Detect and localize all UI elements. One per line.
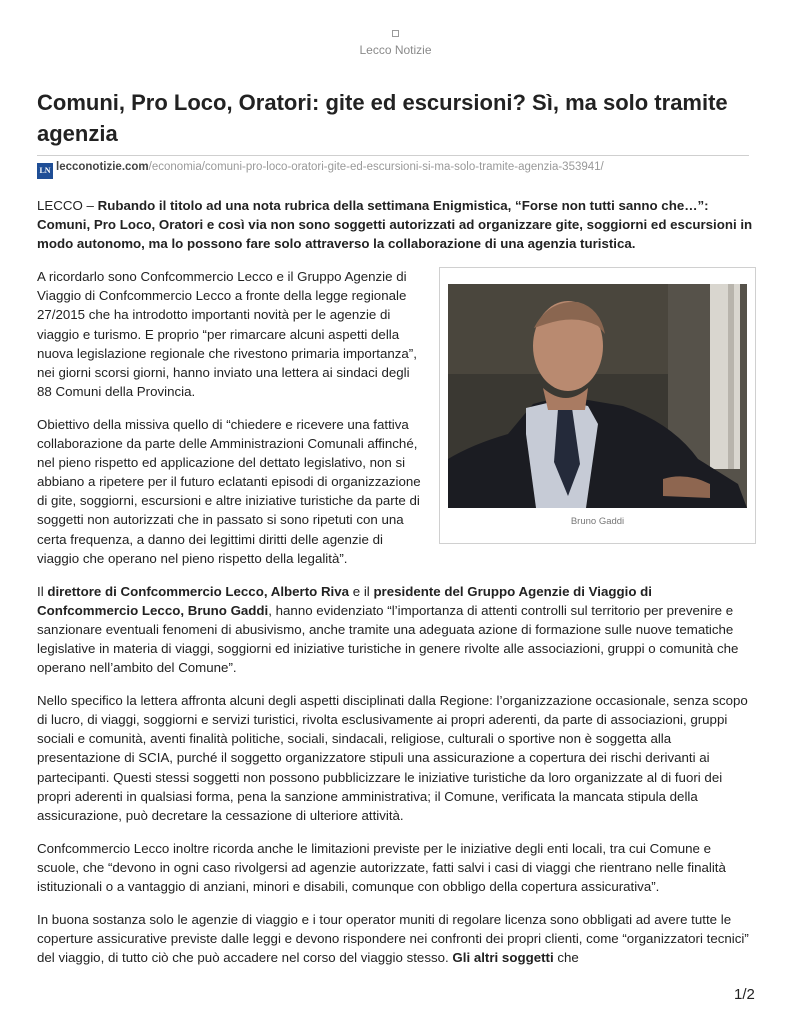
p6-text-a: In buona sostanza solo le agenzie di viaggio e i tour operator muniti di regolare licenza sono obbligati ad avere tutte le coperture assicurative previste dalle leggi e devono rispondere nei confronti dei propri clienti, come “organizzatori tecnici” del viaggio, di tutto ciò che può accadere nel corso del viaggio stesso. xyxy=(37,912,749,966)
page-number: 1/2 xyxy=(734,986,755,1003)
p3-text-c: e il xyxy=(349,583,374,599)
broken-image-icon xyxy=(392,30,399,37)
lead-bold-text: Rubando il titolo ad una nota rubrica della settimana Enigmistica, “Forse non tutti sanno che…”: Comuni, Pro Loco, Oratori e così via non sono soggetti autorizzati ad organizzare gite, soggiorni ed escursioni in modo autonomo, ma lo possono fare solo attraverso la collaborazione di una agenzia turistica. xyxy=(37,198,753,252)
lead-prefix: LECCO – xyxy=(37,198,98,213)
p3-text-a: Il xyxy=(37,583,48,599)
lecconotizie-logo-icon: LN xyxy=(37,163,53,179)
figure xyxy=(439,267,756,544)
page-header xyxy=(0,30,791,57)
bruno-gaddi-photo xyxy=(448,284,747,508)
source-path: /economia/comuni-pro-loco-oratori-gite-ed-escursioni-si-ma-solo-tramite-agenzia-353941/ xyxy=(148,161,604,173)
title-divider xyxy=(37,155,749,156)
paragraph-4: Nello specifico la lettera affronta alcuni degli aspetti disciplinati dalla Regione: l’organizzazione occasionale, senza scopo di lucro, di viaggi, soggiorni e servizi turistici, rivolta esclusivamente ai propri aderenti, da parte di associazioni, gruppi sociali e comunità, aventi finalità politiche, sociali, sindacali, religiose, culturali o sportive non è soggetta alla presentazione di SCIA, purché il soggetto organizzatore stipuli una assicurazione a copertura dei rischi derivanti ai partecipanti. Questi stessi soggetti non possono pubblicizzare le iniziative turistiche da loro organizzate al di fuori dei propri aderenti in qualsiasi forma, pena la sanzione amministrativa; il Comune, verificata la mancata stipula della assicurazione, può decretare la cessazione di ulteriore attività. xyxy=(37,693,748,823)
paragraph-5: Confcommercio Lecco inoltre ricorda anche le limitazioni previste per le iniziative degli enti locali, tra cui Comune e scuole, che “devono in ogni caso rivolgersi ad agenzie autorizzate, fatti salvi i casi di viaggi che rientrano nelle finalità istituzionali o a vantaggio di anziani, minori e disabili, comunque con obbligo della copertura assicurativa”. xyxy=(37,840,726,894)
paragraph-3 xyxy=(37,582,756,677)
p3-bold-riva: direttore di Confcommercio Lecco, Alberto Riva xyxy=(47,583,350,599)
site-name: Lecco Notizie xyxy=(359,43,432,57)
source-domain: lecconotizie.com xyxy=(56,161,149,173)
paragraph-2: Obiettivo della missiva quello di “chiedere e ricevere una fattiva collaborazione da parte delle Amministrazioni Comunali affinché, nel pieno rispetto ed applicazione del dettato legislativo, non si abbiano a ripetere per il futuro eclatanti episodi di organizzazione di gite, soggiorni, escursioni e altre iniziative turistiche da parte di soggetti non autorizzati che in passato si sono ripetuti con una certa frequenza, a danno dei legittimi diritti delle agenzie di viaggio che operano nel pieno rispetto della legalità”. xyxy=(37,416,421,566)
source-link[interactable] xyxy=(37,161,604,179)
p6-text-c: che xyxy=(553,950,579,966)
figure-caption: Bruno Gaddi xyxy=(570,516,625,528)
paragraph-6 xyxy=(37,910,756,967)
article-title: Comuni, Pro Loco, Oratori: gite ed escursioni? Sì, ma solo tramite agenzia xyxy=(37,90,728,146)
lead-paragraph xyxy=(37,196,756,253)
p3-bold-gaddi: presidente del Gruppo Agenzie di Viaggio di Confcommercio Lecco, Bruno Gaddi xyxy=(37,583,652,618)
p3-text-e: , hanno evidenziato “l’importanza di attenti controlli sul territorio per prevenire e sanzionare eventuali fenomeni di abusivismo, anche tramite una adeguata azione di formazione sulle nuove tematiche legislative in materia di viaggi, soggiorni ed iniziative turistiche in genere rivolte alle associazioni, gruppi o comunità che operano nell’ambito del Comune”. xyxy=(37,602,739,676)
article-body xyxy=(37,196,756,981)
p6-bold-text: Gli altri soggetti xyxy=(452,950,554,966)
paragraph-1: A ricordarlo sono Confcommercio Lecco e il Gruppo Agenzie di Viaggio di Confcommercio Lecco a fronte della legge regionale 27/2015 che ha introdotto importanti novità per le agenzie di viaggio e turismo. E proprio “per rimarcare alcuni aspetti della nuova legislazione regionale che rivestono primaria importanza”, nei giorni scorsi giorni, hanno inviato una lettera ai sindaci degli 88 Comuni della Provincia. xyxy=(37,269,417,399)
